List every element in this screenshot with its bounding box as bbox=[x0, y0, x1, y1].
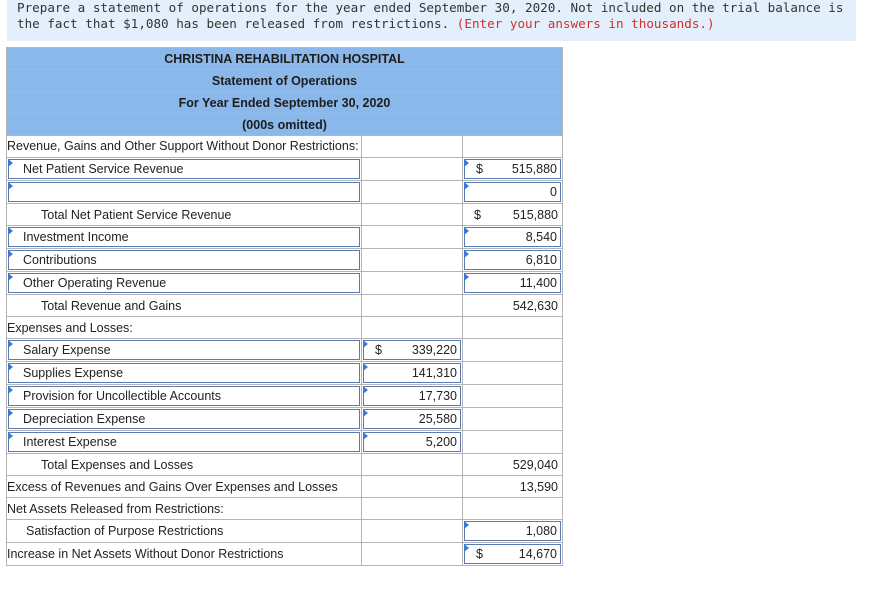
contributions-label-input[interactable]: Contributions bbox=[8, 250, 360, 270]
expenses-heading: Expenses and Losses: bbox=[7, 317, 362, 339]
statement-title: Statement of Operations bbox=[7, 70, 563, 92]
increase-value-input[interactable] bbox=[464, 544, 561, 564]
provision-label-input[interactable]: Provision for Uncollectible Accounts bbox=[8, 386, 360, 406]
empty-cell bbox=[463, 362, 563, 385]
instructions-note: (Enter your answers in thousands.) bbox=[456, 16, 715, 31]
salary-value: 339,220 bbox=[411, 343, 457, 357]
empty-cell bbox=[362, 498, 463, 520]
interest-value-input[interactable]: 5,200 bbox=[363, 432, 461, 452]
net-patient-label-input[interactable]: Net Patient Service Revenue bbox=[8, 159, 360, 179]
interest-label-input[interactable]: Interest Expense bbox=[8, 432, 360, 452]
dollar-sign: $ bbox=[476, 547, 483, 561]
total-expenses-value: 529,040 bbox=[463, 454, 563, 476]
empty-cell bbox=[362, 476, 463, 498]
empty-cell bbox=[463, 317, 563, 339]
empty-cell bbox=[463, 431, 563, 454]
org-title: CHRISTINA REHABILITATION HOSPITAL bbox=[7, 48, 563, 70]
salary-value-input[interactable] bbox=[363, 340, 461, 360]
increase-label: Increase in Net Assets Without Donor Restrictions bbox=[7, 543, 362, 566]
total-net-patient-value: 515,880 bbox=[512, 207, 558, 222]
period-title: For Year Ended September 30, 2020 bbox=[7, 92, 563, 114]
total-expenses-label: Total Expenses and Losses bbox=[7, 454, 362, 476]
investment-value-input[interactable]: 8,540 bbox=[464, 227, 561, 247]
contributions-value-input[interactable]: 6,810 bbox=[464, 250, 561, 270]
units-title: (000s omitted) bbox=[7, 114, 563, 136]
empty-cell bbox=[362, 543, 463, 566]
supplies-value-input[interactable]: 141,310 bbox=[363, 363, 461, 383]
empty-cell bbox=[362, 454, 463, 476]
dollar-sign: $ bbox=[474, 207, 481, 222]
empty-cell bbox=[362, 272, 463, 295]
net-patient-value-input[interactable] bbox=[464, 159, 561, 179]
blank-label-input[interactable] bbox=[8, 182, 360, 202]
statement-table bbox=[6, 47, 563, 566]
empty-cell bbox=[463, 339, 563, 362]
empty-cell bbox=[362, 520, 463, 543]
satisfaction-value-input[interactable]: 1,080 bbox=[464, 521, 561, 541]
empty-cell bbox=[362, 204, 463, 226]
depreciation-value-input[interactable]: 25,580 bbox=[363, 409, 461, 429]
dollar-sign: $ bbox=[476, 162, 483, 176]
provision-value-input[interactable]: 17,730 bbox=[363, 386, 461, 406]
empty-cell bbox=[463, 385, 563, 408]
other-operating-value-input[interactable]: 11,400 bbox=[464, 273, 561, 293]
investment-label-input[interactable]: Investment Income bbox=[8, 227, 360, 247]
released-heading: Net Assets Released from Restrictions: bbox=[7, 498, 362, 520]
instructions-text: Prepare a statement of operations for the year ended September 30, 2020. Not included on the trial balance is the fact that $1,080 has been released from restrictions. bbox=[17, 0, 844, 31]
total-net-patient-label: Total Net Patient Service Revenue bbox=[7, 204, 362, 226]
instructions bbox=[7, 0, 856, 41]
empty-cell bbox=[362, 181, 463, 204]
empty-cell bbox=[463, 408, 563, 431]
increase-value: 14,670 bbox=[518, 547, 557, 561]
dollar-sign: $ bbox=[375, 343, 382, 357]
empty-cell bbox=[463, 498, 563, 520]
other-operating-label-input[interactable]: Other Operating Revenue bbox=[8, 273, 360, 293]
supplies-label-input[interactable]: Supplies Expense bbox=[8, 363, 360, 383]
empty-cell bbox=[362, 226, 463, 249]
empty-cell bbox=[362, 249, 463, 272]
blank-value-input[interactable]: 0 bbox=[464, 182, 561, 202]
depreciation-label-input[interactable]: Depreciation Expense bbox=[8, 409, 360, 429]
excess-label: Excess of Revenues and Gains Over Expenses and Losses bbox=[7, 476, 362, 498]
total-revenue-label: Total Revenue and Gains bbox=[7, 295, 362, 317]
revenue-heading: Revenue, Gains and Other Support Without Donor Restrictions: bbox=[7, 136, 362, 158]
satisfaction-label: Satisfaction of Purpose Restrictions bbox=[7, 520, 362, 543]
total-revenue-value: 542,630 bbox=[463, 295, 563, 317]
empty-cell bbox=[362, 136, 463, 158]
empty-cell bbox=[362, 317, 463, 339]
empty-cell bbox=[362, 158, 463, 181]
net-patient-value: 515,880 bbox=[511, 162, 557, 176]
empty-cell bbox=[362, 295, 463, 317]
excess-value: 13,590 bbox=[463, 476, 563, 498]
empty-cell bbox=[463, 136, 563, 158]
salary-label-input[interactable]: Salary Expense bbox=[8, 340, 360, 360]
